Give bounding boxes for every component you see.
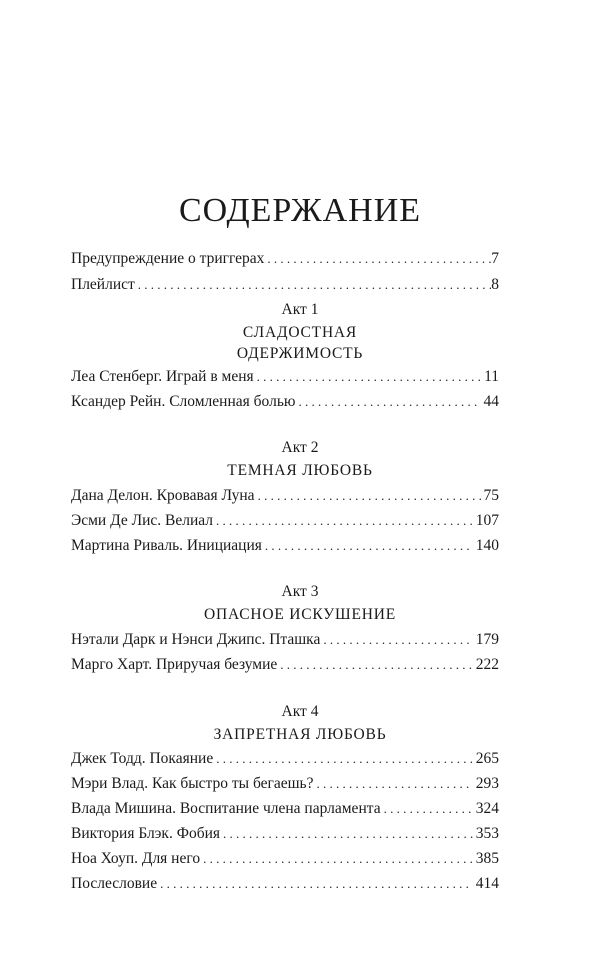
leader-dots <box>298 394 480 410</box>
act-label: Акт 2 <box>281 439 319 456</box>
toc-entry-page: 44 <box>483 393 499 410</box>
toc-entry-title: Предупреждение о триггерах <box>71 250 265 267</box>
toc-entry-page: 414 <box>475 875 499 892</box>
act-name: ТЕМНАЯ ЛЮБОВЬ <box>227 462 373 479</box>
toc-entry[interactable] <box>71 656 499 678</box>
toc-entry-page: 140 <box>475 537 499 554</box>
act-name: ОПАСНОЕ ИСКУШЕНИЕ <box>204 606 396 623</box>
toc-entry[interactable] <box>71 875 499 897</box>
toc-entry-page: 107 <box>475 512 499 529</box>
toc-entry-title: Ноа Хоуп. Для него <box>71 850 201 867</box>
toc-entry-page: 75 <box>483 487 499 504</box>
toc-entry[interactable] <box>71 631 499 653</box>
toc-entry-title: Послесловие <box>71 875 158 892</box>
toc-entry[interactable] <box>71 368 499 390</box>
leader-dots <box>280 657 472 673</box>
toc-entry-title: Леа Стенберг. Играй в меня <box>71 368 254 385</box>
toc-entry[interactable] <box>71 276 499 298</box>
toc-entry-page: 222 <box>475 656 499 673</box>
toc-entry-page: 353 <box>475 825 499 842</box>
leader-dots <box>265 538 473 554</box>
toc-entry-title: Мэри Влад. Как быстро ты бегаешь? <box>71 775 314 792</box>
toc-entry[interactable] <box>71 750 499 772</box>
toc-entry-page: 293 <box>475 775 499 792</box>
toc-entry-title: Нэтали Дарк и Нэнси Джипс. Пташка <box>71 631 321 648</box>
toc-entry-page: 324 <box>475 800 499 817</box>
leader-dots <box>223 826 473 842</box>
toc-entry[interactable] <box>71 850 499 872</box>
leader-dots <box>384 801 473 817</box>
toc-entry[interactable] <box>71 775 499 797</box>
toc-entry-title: Влада Мишина. Воспитание члена парламента <box>71 800 381 817</box>
toc-entry-title: Эсми Де Лис. Велиал <box>71 512 214 529</box>
act-name: СЛАДОСТНАЯ <box>242 324 358 341</box>
toc-entry[interactable] <box>71 393 499 415</box>
toc-entry-page: 385 <box>475 850 499 867</box>
toc-entry-page: 265 <box>475 750 499 767</box>
toc-entry-title: Виктория Блэк. Фобия <box>71 825 220 842</box>
act-name: ЗАПРЕТНАЯ ЛЮБОВЬ <box>213 726 387 743</box>
leader-dots <box>138 277 491 293</box>
leader-dots <box>216 513 473 529</box>
act-label: Акт 3 <box>281 583 319 600</box>
leader-dots <box>160 876 473 892</box>
act-name: ОДЕРЖИМОСТЬ <box>236 345 364 362</box>
act-label: Акт 4 <box>281 703 319 720</box>
toc-entry[interactable] <box>71 537 499 559</box>
toc-entry-page: 8 <box>491 276 499 293</box>
toc-entry[interactable] <box>71 250 499 272</box>
leader-dots <box>257 369 481 385</box>
toc-entry-title: Марго Харт. Приручая безумие <box>71 656 278 673</box>
toc-entry-page: 11 <box>484 368 499 385</box>
toc-entry-title: Ксандер Рейн. Сломленная болью <box>71 393 296 410</box>
toc-entry-page: 179 <box>475 631 499 648</box>
toc-entry-page: 7 <box>491 250 499 267</box>
leader-dots <box>323 632 472 648</box>
toc-entry-title: Плейлист <box>71 276 135 293</box>
leader-dots <box>203 851 473 867</box>
toc-entry-title: Джек Тодд. Покаяние <box>71 750 214 767</box>
leader-dots <box>258 488 481 504</box>
toc-entry-title: Мартина Риваль. Инициация <box>71 537 262 554</box>
toc-entry[interactable] <box>71 825 499 847</box>
toc-entry[interactable] <box>71 512 499 534</box>
toc-entry[interactable] <box>71 800 499 822</box>
toc-entry[interactable] <box>71 487 499 509</box>
leader-dots <box>317 776 473 792</box>
leader-dots <box>216 751 473 767</box>
leader-dots <box>267 251 491 267</box>
toc-entry-title: Дана Делон. Кровавая Луна <box>71 487 255 504</box>
page-title: СОДЕРЖАНИЕ <box>178 192 422 229</box>
act-label: Акт 1 <box>281 301 319 318</box>
